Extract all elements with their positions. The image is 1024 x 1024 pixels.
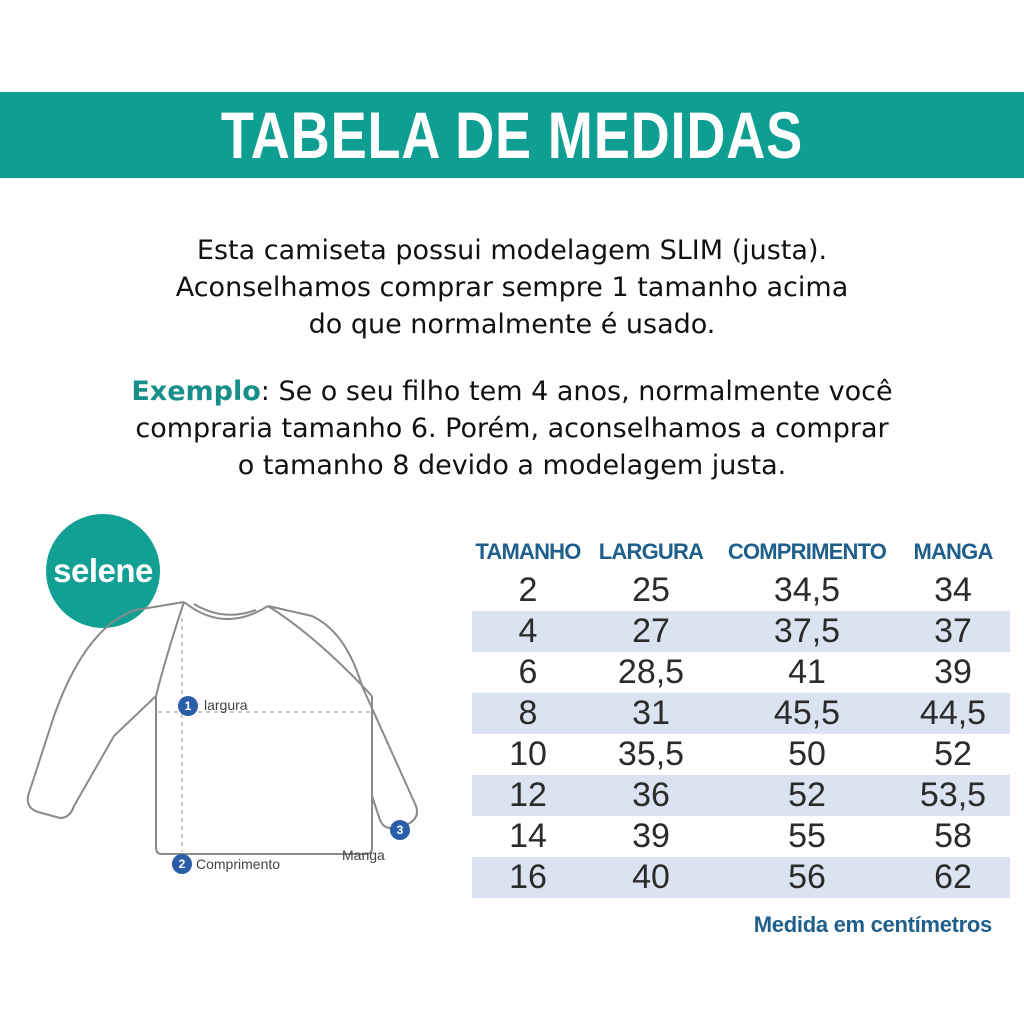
cell-size: 4 (472, 611, 584, 652)
example-label: Exemplo (131, 376, 261, 407)
cell-sleeve: 52 (934, 735, 972, 773)
table-header-row (472, 534, 1010, 570)
cell-width: 31 (584, 693, 718, 734)
header-length: COMPRIMENTO (727, 539, 887, 564)
cell-width: 36 (584, 775, 718, 816)
label-sleeve: Manga (342, 847, 385, 863)
example-line2: compraria tamanho 6. Porém, aconselhamos a comprar (135, 413, 889, 444)
brand-logo-text: selene (53, 552, 153, 589)
cell-size: 16 (472, 857, 584, 898)
table-row (472, 611, 1010, 652)
cell-length: 52 (718, 775, 896, 816)
header-sleeve: MANGA (913, 539, 993, 564)
title-banner (0, 92, 1024, 178)
example-line1: : Se o seu filho tem 4 anos, normalmente você (260, 376, 893, 407)
table-row (472, 734, 1010, 775)
cell-sleeve: 58 (934, 817, 972, 855)
cell-size: 12 (472, 775, 584, 816)
table-row (472, 570, 1010, 611)
marker-sleeve: 3 (390, 820, 410, 840)
cell-sleeve: 34 (934, 571, 972, 609)
unit-note: Medida em centímetros (753, 912, 992, 937)
cell-size: 2 (518, 571, 538, 609)
cell-sleeve: 62 (896, 857, 1010, 898)
shirt-diagram (16, 596, 436, 886)
table-row (472, 857, 1010, 898)
intro-text (0, 232, 1024, 343)
marker-width: 1 (178, 696, 198, 716)
cell-length: 34,5 (773, 571, 841, 609)
cell-sleeve: 37 (896, 611, 1010, 652)
cell-length: 55 (788, 817, 826, 855)
cell-length: 37,5 (718, 611, 896, 652)
marker-length: 2 (172, 854, 192, 874)
shirt-outline (156, 696, 372, 854)
right-sleeve (268, 606, 417, 828)
cell-width: 28,5 (617, 653, 685, 691)
table-row (472, 693, 1010, 734)
cell-size: 10 (509, 735, 547, 773)
example-text (0, 373, 1024, 484)
example-line (0, 373, 1024, 410)
label-width: largura (204, 697, 248, 713)
size-table (472, 534, 1010, 898)
cell-length: 41 (788, 653, 826, 691)
table-row (472, 652, 1010, 693)
intro-line: Esta camiseta possui modelagem SLIM (justa). (196, 235, 828, 266)
cell-width: 25 (632, 571, 670, 609)
label-length: Comprimento (196, 856, 281, 872)
cell-width: 35,5 (617, 735, 685, 773)
left-sleeve (28, 602, 184, 818)
table-row (472, 775, 1010, 816)
cell-sleeve: 44,5 (896, 693, 1010, 734)
cell-length: 45,5 (718, 693, 896, 734)
cell-size: 14 (509, 817, 547, 855)
header-width: LARGURA (598, 539, 704, 564)
cell-sleeve: 53,5 (896, 775, 1010, 816)
cell-length: 50 (788, 735, 826, 773)
cell-width: 40 (584, 857, 718, 898)
example-line3: o tamanho 8 devido a modelagem justa. (237, 450, 787, 481)
cell-width: 27 (584, 611, 718, 652)
cell-size: 6 (518, 653, 538, 691)
intro-line: Aconselhamos comprar sempre 1 tamanho acima (175, 272, 849, 303)
cell-width: 39 (632, 817, 670, 855)
cell-length: 56 (718, 857, 896, 898)
table-row (472, 816, 1010, 857)
intro-line: do que normalmente é usado. (308, 309, 716, 340)
header-size: TAMANHO (475, 539, 581, 564)
page-title: TABELA DE MEDIDAS (220, 98, 804, 172)
cell-size: 8 (472, 693, 584, 734)
cell-sleeve: 39 (934, 653, 972, 691)
